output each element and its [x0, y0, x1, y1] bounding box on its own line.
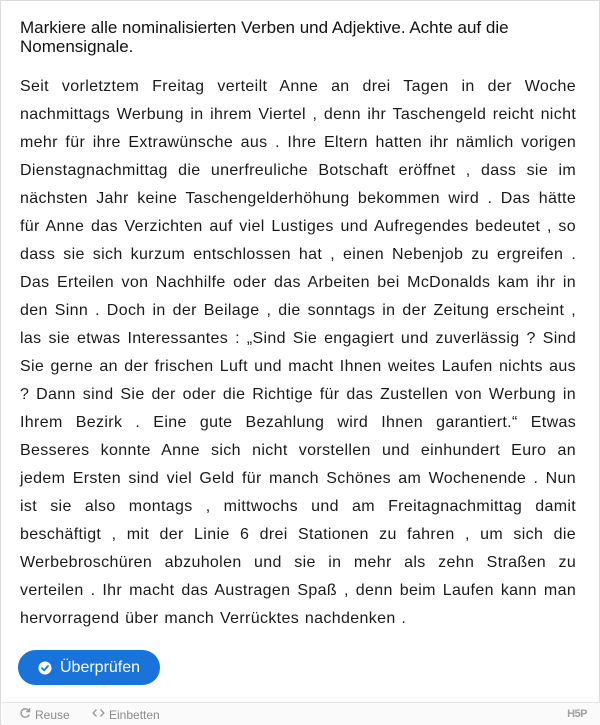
selectable-word[interactable]: Verrücktes	[219, 610, 300, 627]
selectable-word[interactable]: Woche	[524, 78, 577, 95]
selectable-word[interactable]: macht	[129, 582, 175, 599]
selectable-word[interactable]: las	[20, 330, 42, 347]
selectable-word[interactable]: mehr	[353, 554, 392, 571]
selectable-word[interactable]: einhundert	[420, 442, 500, 459]
selectable-word[interactable]: Erteilen	[56, 274, 115, 291]
selectable-word[interactable]: zu	[558, 554, 577, 571]
selectable-word[interactable]: Austragen	[214, 582, 291, 599]
selectable-word[interactable]: Extrawünsche	[128, 134, 234, 151]
selectable-word[interactable]: in	[562, 274, 576, 291]
selectable-word[interactable]: Ersten	[72, 470, 122, 487]
selectable-word[interactable]: und	[254, 554, 282, 571]
selectable-word[interactable]: der	[151, 386, 176, 403]
selectable-word[interactable]: denn	[355, 582, 393, 599]
selectable-word[interactable]: und	[400, 330, 429, 347]
selectable-word[interactable]: nicht	[252, 442, 288, 459]
selectable-word[interactable]: kam	[497, 274, 530, 291]
selectable-word[interactable]: auf	[209, 218, 233, 235]
selectable-word[interactable]: im	[558, 162, 577, 179]
selectable-word[interactable]: zu	[471, 246, 489, 263]
selectable-word[interactable]: Euro	[511, 442, 547, 459]
selectable-word[interactable]: ihrem	[210, 106, 252, 123]
selectable-word[interactable]: ,	[330, 246, 336, 263]
selectable-word[interactable]: Ihnen	[339, 358, 382, 375]
selectable-word[interactable]: bedeutet	[475, 218, 541, 235]
check-button[interactable]	[18, 650, 160, 685]
selectable-word[interactable]: :	[235, 330, 240, 347]
selectable-word[interactable]: weites	[387, 358, 436, 375]
selectable-word[interactable]: beim	[399, 582, 436, 599]
selectable-word[interactable]: zuverlässig	[435, 330, 520, 347]
selectable-word[interactable]: mittwochs	[223, 498, 298, 515]
selectable-word[interactable]: Eltern	[323, 134, 368, 151]
selectable-word[interactable]: nächsten	[20, 190, 88, 207]
selectable-word[interactable]: Aufregendes	[373, 218, 469, 235]
selectable-word[interactable]: Eine	[153, 414, 187, 431]
selectable-word[interactable]: von	[455, 386, 482, 403]
selectable-word[interactable]: am	[398, 470, 422, 487]
selectable-word[interactable]: .	[571, 246, 577, 263]
selectable-word[interactable]: zu	[379, 526, 397, 543]
selectable-word[interactable]: manch	[164, 610, 215, 627]
selectable-word[interactable]: oder	[182, 386, 217, 403]
selectable-word[interactable]: der	[487, 78, 512, 95]
selectable-word[interactable]: ihre	[92, 134, 121, 151]
selectable-word[interactable]: sich	[211, 442, 241, 459]
selectable-word[interactable]: .	[487, 190, 493, 207]
selectable-word[interactable]: beschäftigt	[20, 526, 102, 543]
selectable-word[interactable]: keine	[137, 190, 178, 207]
selectable-word[interactable]: viel	[239, 218, 265, 235]
selectable-word[interactable]: ?	[526, 330, 536, 347]
selectable-word[interactable]: Anne	[161, 442, 200, 459]
selectable-word[interactable]: bei	[377, 274, 400, 291]
selectable-word[interactable]: kurzum	[130, 246, 186, 263]
selectable-word[interactable]: in	[461, 78, 475, 95]
task-instruction: Markiere alle nominalisierten Verben und Adjektive. Achte auf die Nomensignale.	[20, 18, 509, 56]
selectable-word[interactable]: für	[319, 386, 340, 403]
selectable-word[interactable]: Richtige	[252, 386, 313, 403]
selectable-word[interactable]: jedem	[20, 470, 66, 487]
selectable-word[interactable]: Sie	[20, 358, 45, 375]
selectable-word[interactable]: und	[381, 442, 410, 459]
selectable-word[interactable]: vorigen	[521, 134, 577, 151]
selectable-word[interactable]: Zeitung	[433, 302, 490, 319]
selectable-word[interactable]: den	[20, 302, 48, 319]
selectable-word[interactable]: für	[20, 218, 40, 235]
selectable-word[interactable]: drei	[259, 526, 288, 543]
selectable-word[interactable]: Zustellen	[380, 386, 449, 403]
selectable-word[interactable]: macht	[288, 358, 334, 375]
embed-button[interactable]	[92, 707, 160, 722]
selectable-word[interactable]: .	[275, 134, 280, 151]
selectable-word[interactable]: Anne	[279, 78, 319, 95]
selectable-word[interactable]: wird	[448, 190, 480, 207]
selectable-word[interactable]: frischen	[154, 358, 214, 375]
selectable-word[interactable]: aus	[240, 134, 268, 151]
selectable-word[interactable]: „Sind	[246, 330, 286, 347]
selectable-word[interactable]: vorletztem	[61, 78, 140, 95]
selectable-word[interactable]: einen	[343, 246, 384, 263]
embed-label: Einbetten	[109, 707, 160, 722]
selectable-word[interactable]: ist	[20, 498, 38, 515]
selectable-word[interactable]: vorstellen	[298, 442, 371, 459]
selectable-word[interactable]: hat	[298, 246, 323, 263]
selectable-word[interactable]: der	[124, 358, 149, 375]
selectable-word[interactable]: dass	[20, 246, 56, 263]
selectable-word[interactable]: von	[121, 274, 149, 291]
selectable-word[interactable]: Laufen	[442, 582, 494, 599]
selectable-word[interactable]: .	[401, 610, 407, 627]
selectable-word[interactable]: ihr	[536, 274, 556, 291]
selectable-word[interactable]: ,	[312, 106, 318, 123]
selectable-word[interactable]: Ihre	[287, 134, 317, 151]
selectable-word[interactable]: sie	[63, 246, 85, 263]
selectable-word[interactable]: man	[543, 582, 577, 599]
selectable-word[interactable]: unerfreuliche	[210, 162, 308, 179]
selectable-word[interactable]: wird	[337, 414, 369, 431]
selectable-word[interactable]: Nebenjob	[391, 246, 464, 263]
selectable-word[interactable]: nämlich	[456, 134, 514, 151]
selectable-word[interactable]: reicht	[492, 106, 534, 123]
selectable-word[interactable]: verteilt	[217, 78, 268, 95]
selectable-word[interactable]: Jahr	[96, 190, 129, 207]
selectable-word[interactable]: ,	[464, 526, 470, 543]
selectable-word[interactable]: Geld	[199, 470, 235, 487]
selectable-word[interactable]: aus	[549, 358, 576, 375]
selectable-word[interactable]: Sie	[292, 330, 318, 347]
selectable-word[interactable]: Bezirk	[75, 414, 123, 431]
selectable-word[interactable]: am	[351, 498, 375, 515]
reuse-label: Reuse	[35, 707, 70, 722]
selectable-word[interactable]: fahren	[407, 526, 455, 543]
selectable-word[interactable]: manch	[269, 470, 319, 487]
selectable-word[interactable]: drei	[362, 78, 391, 95]
selectable-word[interactable]: Spaß	[297, 582, 338, 599]
selectable-word[interactable]: ,	[465, 162, 471, 179]
selectable-word[interactable]: Viertel	[258, 106, 306, 123]
selectable-word[interactable]: die	[278, 302, 301, 319]
selectable-word[interactable]: Dienstagnachmittag	[20, 162, 168, 179]
mark-the-words-passage[interactable]	[20, 73, 576, 633]
selectable-word[interactable]: Sinn	[54, 302, 89, 319]
selectable-word[interactable]: über	[125, 610, 159, 627]
selectable-word[interactable]: 6	[239, 526, 250, 543]
selectable-word[interactable]: viel	[166, 470, 192, 487]
selectable-word[interactable]: Beilage	[203, 302, 260, 319]
selectable-word[interactable]: entschlossen	[193, 246, 291, 263]
selectable-word[interactable]: in	[190, 106, 204, 123]
check-button-label: Überprüfen	[60, 658, 141, 676]
selectable-word[interactable]: ergreifen	[496, 246, 564, 263]
selectable-word[interactable]: das	[90, 218, 118, 235]
selectable-word[interactable]: Werbung	[116, 106, 184, 123]
selectable-word[interactable]: und	[340, 218, 369, 235]
selectable-word[interactable]: an	[557, 442, 577, 459]
selectable-word[interactable]: und	[254, 358, 282, 375]
selectable-word[interactable]: für	[65, 134, 86, 151]
selectable-word[interactable]: dass	[480, 162, 517, 179]
selectable-word[interactable]: Nun	[545, 470, 577, 487]
selectable-word[interactable]: garantiert.“	[436, 414, 518, 431]
selectable-word[interactable]: sie	[48, 330, 70, 347]
selectable-word[interactable]: konnte	[100, 442, 151, 459]
selectable-word[interactable]: Nachhilfe	[155, 274, 226, 291]
selectable-word[interactable]: ,	[571, 302, 577, 319]
selectable-word[interactable]: ,	[266, 302, 272, 319]
selectable-word[interactable]: Linie	[194, 526, 230, 543]
selectable-word[interactable]: ,	[344, 582, 349, 599]
selectable-word[interactable]: der	[159, 526, 184, 543]
selectable-word[interactable]: und	[311, 498, 339, 515]
selectable-word[interactable]: Werbung	[488, 386, 556, 403]
selectable-word[interactable]: Arbeiten	[307, 274, 370, 291]
selectable-word[interactable]: Doch	[106, 302, 146, 319]
selectable-word[interactable]: eröffnet	[398, 162, 456, 179]
reuse-icon	[19, 707, 35, 722]
selectable-word[interactable]: Stationen	[298, 526, 369, 543]
selectable-word[interactable]: sich	[513, 526, 544, 543]
selectable-word[interactable]: damit	[535, 498, 577, 515]
selectable-word[interactable]: etwas	[76, 330, 121, 347]
selectable-word[interactable]: um	[480, 526, 504, 543]
selectable-word[interactable]: der	[402, 302, 427, 319]
selectable-word[interactable]: Lustiges	[271, 218, 334, 235]
selectable-word[interactable]: Anne	[45, 218, 85, 235]
code-icon	[92, 707, 109, 722]
selectable-word[interactable]: gute	[199, 414, 233, 431]
selectable-word[interactable]: sind	[82, 386, 114, 403]
selectable-word[interactable]: sind	[128, 470, 160, 487]
selectable-word[interactable]: Ihnen	[381, 414, 423, 431]
selectable-word[interactable]: nicht	[540, 106, 577, 123]
selectable-word[interactable]: mehr	[20, 134, 58, 151]
selectable-word[interactable]: Luft	[219, 358, 248, 375]
selectable-word[interactable]: in	[328, 554, 342, 571]
selectable-word[interactable]: .	[533, 470, 539, 487]
selectable-word[interactable]: Ihrem	[20, 414, 63, 431]
selectable-word[interactable]: abzuholen	[164, 554, 242, 571]
selectable-word[interactable]: das	[181, 582, 209, 599]
selectable-word[interactable]: Taschengelderhöhung	[185, 190, 350, 207]
selectable-word[interactable]: ,	[546, 218, 552, 235]
selectable-word[interactable]: nichts	[498, 358, 543, 375]
selectable-word[interactable]: sie	[50, 498, 72, 515]
selectable-word[interactable]: an	[99, 358, 118, 375]
selectable-word[interactable]: Werbebroschüren	[20, 554, 153, 571]
selectable-word[interactable]: ihr	[429, 134, 449, 151]
selectable-word[interactable]: bekommen	[357, 190, 440, 207]
selectable-word[interactable]: Besseres	[20, 442, 90, 459]
selectable-word[interactable]: nachdenken	[304, 610, 396, 627]
selectable-word[interactable]: sie	[526, 162, 549, 179]
selectable-word[interactable]: .	[135, 414, 141, 431]
selectable-word[interactable]: Freitagnachmittag	[388, 498, 523, 515]
selectable-word[interactable]: gerne	[50, 358, 94, 375]
selectable-word[interactable]: erscheint	[496, 302, 565, 319]
selectable-word[interactable]: nachmittags	[20, 106, 111, 123]
selectable-word[interactable]: ihr	[367, 106, 387, 123]
selectable-word[interactable]: in	[152, 302, 166, 319]
selectable-word[interactable]: Dann	[36, 386, 76, 403]
h5p-logo: H5P	[567, 708, 587, 720]
selectable-word[interactable]: kann	[500, 582, 537, 599]
selectable-word[interactable]: Etwas	[530, 414, 577, 431]
selectable-word[interactable]: der	[172, 302, 197, 319]
selectable-word[interactable]: Seit	[20, 78, 49, 95]
selectable-word[interactable]: .	[90, 582, 96, 599]
selectable-word[interactable]: Das	[500, 190, 531, 207]
selectable-word[interactable]: die	[222, 386, 246, 403]
selectable-word[interactable]: Taschengeld	[392, 106, 487, 123]
selectable-word[interactable]: Laufen	[441, 358, 493, 375]
selectable-word[interactable]: das	[346, 386, 374, 403]
selectable-word[interactable]: Schönes	[326, 470, 391, 487]
selectable-word[interactable]: an	[331, 78, 350, 95]
selectable-word[interactable]: das	[274, 274, 301, 291]
selectable-word[interactable]: Sie	[120, 386, 145, 403]
selectable-word[interactable]: montags	[128, 498, 193, 515]
selectable-word[interactable]: mit	[126, 526, 150, 543]
selectable-word[interactable]: hätte	[538, 190, 577, 207]
selectable-word[interactable]: .	[95, 302, 100, 319]
selectable-word[interactable]: zehn	[438, 554, 475, 571]
selectable-word[interactable]: Das	[20, 274, 50, 291]
selectable-word[interactable]: Interessantes	[127, 330, 229, 347]
selectable-word[interactable]: hatten	[375, 134, 423, 151]
check-circle-icon	[38, 661, 52, 675]
footer-bar	[2, 702, 600, 725]
selectable-word[interactable]: Sind	[542, 330, 577, 347]
selectable-word[interactable]: Botschaft	[318, 162, 389, 179]
selectable-word[interactable]: sich	[92, 246, 123, 263]
selectable-word[interactable]: so	[558, 218, 577, 235]
selectable-word[interactable]: oder	[233, 274, 267, 291]
selectable-word[interactable]: Tagen	[403, 78, 449, 95]
selectable-word[interactable]: Ihr	[102, 582, 123, 599]
selectable-word[interactable]: in	[562, 386, 577, 403]
selectable-word[interactable]: hervorragend	[20, 610, 120, 627]
selectable-word[interactable]: denn	[323, 106, 361, 123]
selectable-word[interactable]: verteilen	[20, 582, 84, 599]
selectable-word[interactable]: McDonalds	[407, 274, 491, 291]
selectable-word[interactable]: die	[178, 162, 201, 179]
selectable-word[interactable]: Verzichten	[124, 218, 203, 235]
selectable-word[interactable]: engagiert	[324, 330, 394, 347]
selectable-word[interactable]: ,	[111, 526, 117, 543]
selectable-word[interactable]: die	[553, 526, 577, 543]
selectable-word[interactable]: sie	[294, 554, 316, 571]
selectable-word[interactable]: Bezahlung	[245, 414, 325, 431]
reuse-button[interactable]	[19, 707, 70, 722]
selectable-word[interactable]: also	[84, 498, 116, 515]
selectable-word[interactable]: ,	[205, 498, 211, 515]
selectable-word[interactable]: als	[404, 554, 426, 571]
selectable-word[interactable]: ?	[20, 386, 30, 403]
selectable-word[interactable]: Freitag	[152, 78, 205, 95]
selectable-word[interactable]: Wochenende	[428, 470, 527, 487]
selectable-word[interactable]: für	[241, 470, 262, 487]
selectable-word[interactable]: Straßen	[486, 554, 547, 571]
selectable-word[interactable]: sonntags	[307, 302, 376, 319]
selectable-word[interactable]: in	[382, 302, 396, 319]
